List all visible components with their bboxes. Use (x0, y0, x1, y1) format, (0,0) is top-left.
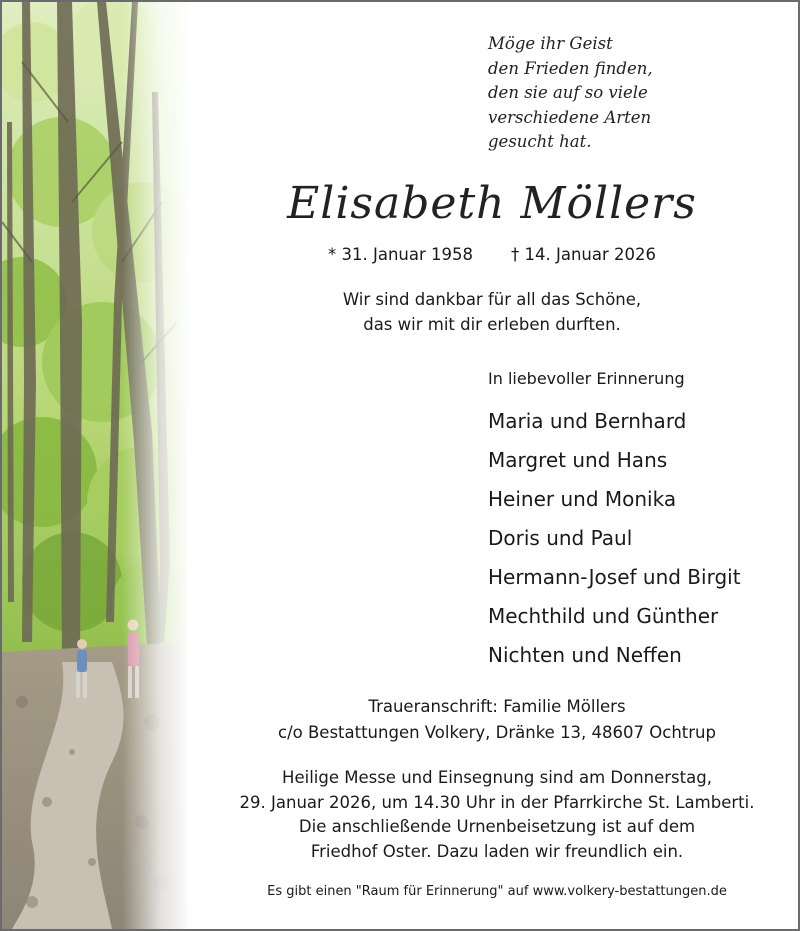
mourners-intro: In liebevoller Erinnerung (488, 369, 685, 388)
gratitude-line: Wir sind dankbar für all das Schöne, (342, 290, 642, 309)
forest-path-photo (2, 2, 187, 929)
service-line: Friedhof Oster. Dazu laden wir freundlich ein. (310, 841, 684, 861)
photo-fade-overlay (122, 2, 187, 929)
quote-line: Möge ihr Geist (488, 34, 613, 53)
quote-line: den Frieden finden, (488, 58, 653, 78)
gratitude-text (182, 288, 800, 337)
service-line: Heilige Messe und Einsegnung sind am Donnerstag, (282, 768, 712, 787)
address-line: c/o Bestattungen Volkery, Dränke 13, 48607 Ochtrup (278, 723, 716, 742)
mourner-name: Maria und Bernhard (488, 409, 687, 433)
mourner-name: Nichten und Neffen (488, 643, 682, 667)
address-line: Traueranschrift: Familie Möllers (368, 697, 626, 716)
mourner-name: Hermann-Josef und Birgit (488, 565, 741, 589)
mourner-name: Mechthild und Günther (488, 604, 719, 628)
deceased-name: Elisabeth Möllers (287, 178, 697, 229)
mourner-name: Margret und Hans (488, 448, 668, 472)
quote-line: verschiedene Arten (488, 107, 652, 127)
gratitude-line: das wir mit dir erleben durften. (363, 314, 621, 334)
mourning-address (182, 694, 800, 746)
funeral-service-info (182, 766, 800, 864)
mourners-list (488, 402, 741, 675)
memorial-website-note: Es gibt einen "Raum für Erinnerung" auf www.volkery-bestattungen.de (267, 884, 727, 899)
quote-line: den sie auf so viele (488, 83, 648, 102)
service-line: 29. Januar 2026, um 14.30 Uhr in der Pfarrkirche St. Lamberti. (239, 792, 755, 812)
death-date: † 14. Januar 2026 (511, 245, 657, 264)
birth-date: * 31. Januar 1958 (327, 245, 473, 264)
service-line: Die anschließende Urnenbeisetzung ist auf dem (298, 817, 696, 836)
quote-line: gesucht hat. (488, 132, 592, 151)
life-dates (182, 245, 800, 264)
memorial-quote (488, 32, 653, 155)
mourner-name: Doris und Paul (488, 526, 633, 550)
mourner-name: Heiner und Monika (488, 487, 677, 511)
